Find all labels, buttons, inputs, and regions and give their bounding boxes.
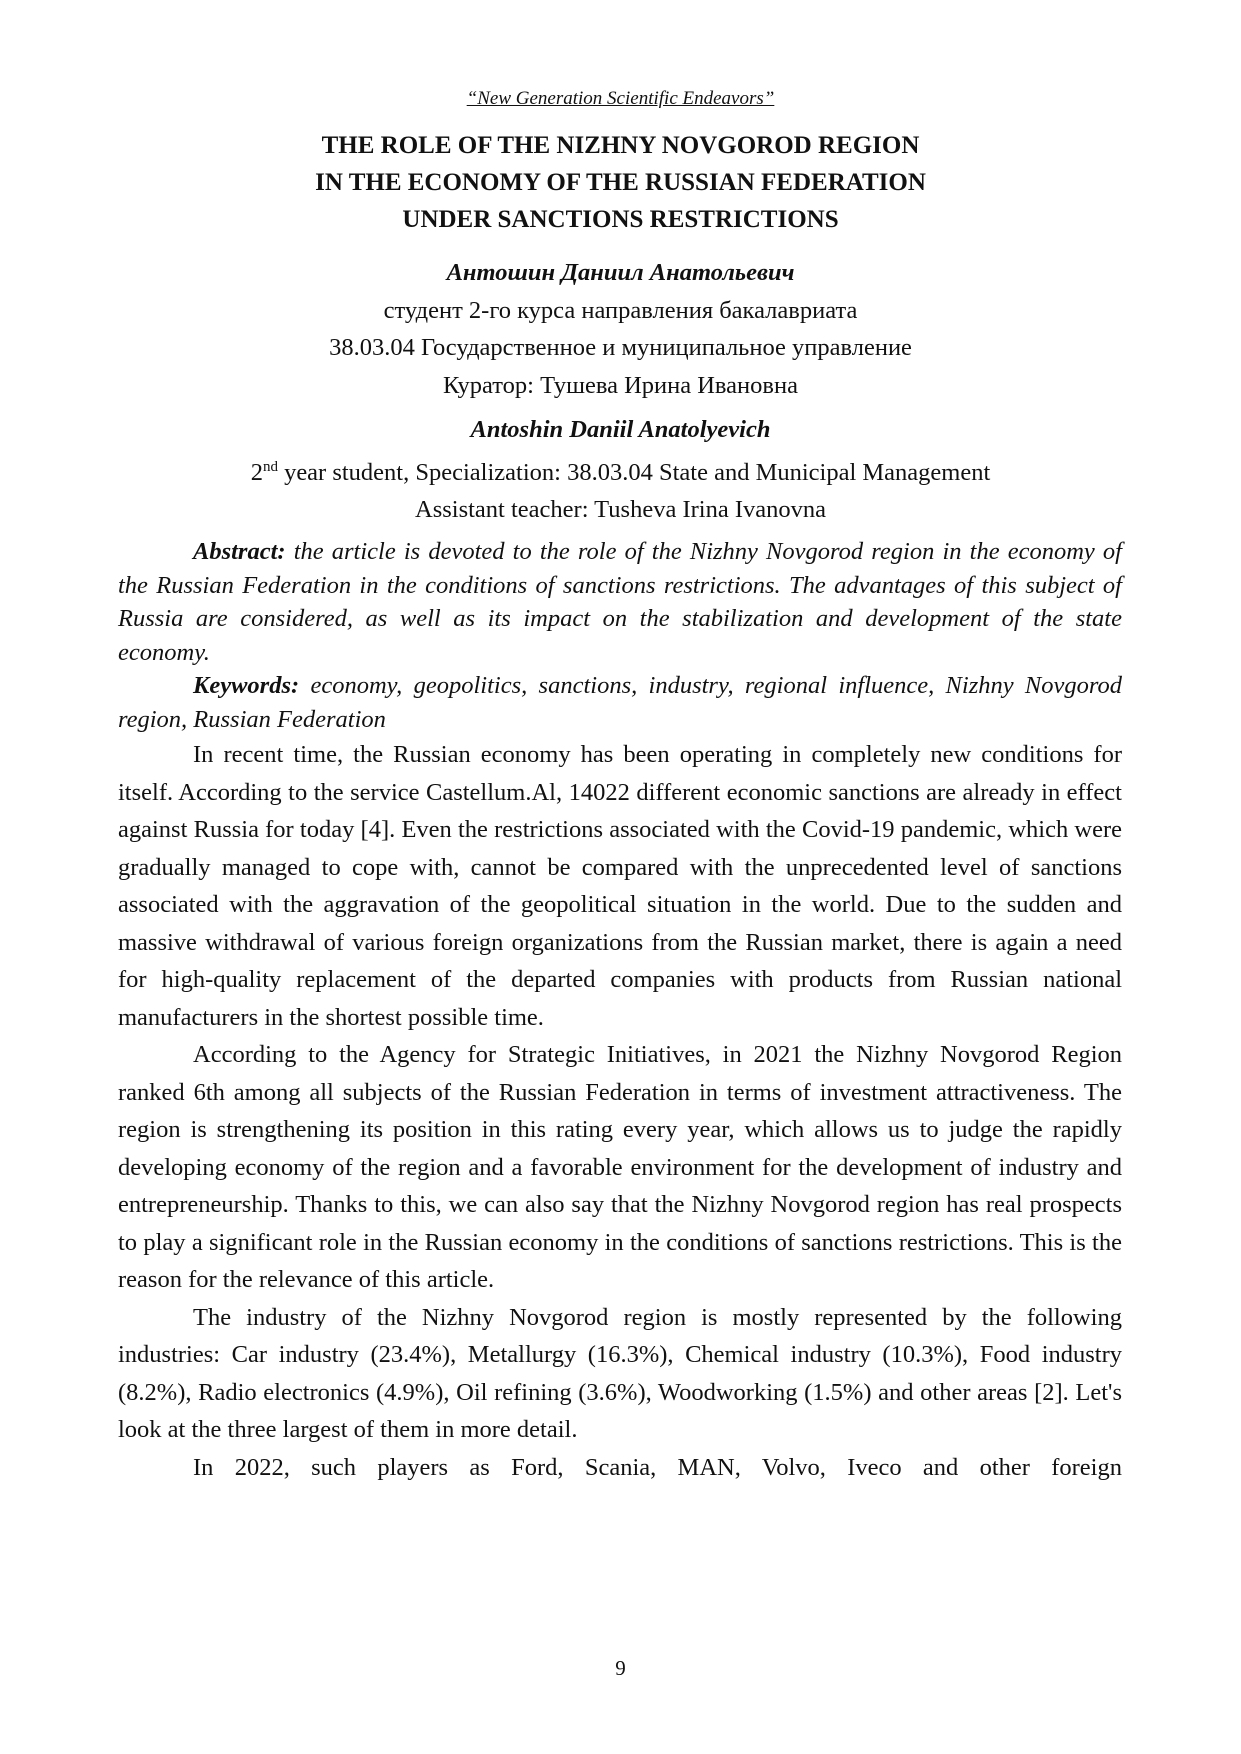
keywords-label: Keywords:: [193, 672, 300, 699]
page-number: 9: [615, 1656, 626, 1680]
author-info-ru: [0, 254, 1241, 404]
author-affiliation-line: 38.03.04 Государственное и муниципальное управление: [329, 334, 912, 361]
author-info-en: [0, 411, 1241, 529]
paragraph: According to the Agency for Strategic Initiatives, in 2021 the Nizhny Novgorod Region ranked 6th among all subjects of the Russian Federation in terms of investment attractiveness. The region is strengthening its position in this rating every year, which allows us to judge the rapidly developing economy of the region and a favorable environment for the development of industry and entrepreneurship. Thanks to this, we can also say that the Nizhny Novgorod region has real prospects to play a significant role in the Russian economy in the conditions of sanctions restrictions. This is the reason for the relevance of this article.: [118, 1041, 1122, 1293]
keywords-text: economy, geopolitics, sanctions, industry, regional influence, Nizhny Novgorod region, Russian Federation: [118, 672, 1122, 733]
author-name-en: Antoshin Daniil Anatolyevich: [470, 416, 771, 443]
running-head: “New Generation Scientific Endeavors”: [466, 88, 775, 109]
author-affiliation-line: студент 2-го курса направления бакалавриата: [383, 296, 858, 324]
year-number: 2: [250, 458, 263, 486]
affiliation-text: year student, Specialization: 38.03.04 State and Municipal Management: [277, 458, 991, 486]
abstract-text: the article is devoted to the role of the Nizhny Novgorod region in the economy of the Russian Federation in the conditions of sanctions restrictions. The advantages of this subject of Russia are considered, as well as its impact on the stabilization and development of the state economy.: [118, 538, 1122, 666]
body-paragraphs: [118, 736, 1122, 1486]
author-name-ru: Антошин Даниил Анатольевич: [446, 259, 795, 286]
keywords: [118, 669, 1122, 736]
article-title: [0, 127, 1241, 238]
title-line: IN THE ECONOMY OF THE RUSSIAN FEDERATION: [315, 169, 926, 196]
year-suffix: nd: [262, 458, 278, 475]
abstract: [118, 535, 1122, 669]
curator-line: Куратор: Тушева Ирина Ивановна: [443, 371, 798, 399]
paragraph: In 2022, such players as Ford, Scania, MAN, Volvo, Iveco and other foreign: [193, 1453, 1122, 1481]
article-body: [118, 535, 1122, 1486]
title-line: THE ROLE OF THE NIZHNY NOVGOROD REGION: [321, 132, 920, 159]
paragraph: In recent time, the Russian economy has been operating in completely new conditions for itself. According to the service Castellum.Al, 14022 different economic sanctions are already in effect against Russia for today [4]. Even the restrictions associated with the Covid-19 pandemic, which were gradually managed to cope with, cannot be compared with the unprecedented level of sanctions associated with the aggravation of the geopolitical situation in the world. Due to the sudden and massive withdrawal of various foreign organizations from the Russian market, there is again a need for high-quality replacement of the departed companies with products from Russian national manufacturers in the shortest possible time.: [118, 741, 1122, 1031]
assistant-teacher-line: Assistant teacher: Tusheva Irina Ivanovna: [415, 496, 826, 524]
author-affiliation-line-en: [0, 449, 1241, 492]
title-line: UNDER SANCTIONS RESTRICTIONS: [402, 206, 839, 233]
abstract-label: Abstract:: [193, 538, 286, 565]
paragraph: The industry of the Nizhny Novgorod region is mostly represented by the following industries: Car industry (23.4%), Metallurgy (16.3%), Chemical industry (10.3%), Food industry (8.2%), Radio electronics (4.9%), Oil refining (3.6%), Woodworking (1.5%) and other areas [2]. Let's look at the three largest of them in more detail.: [118, 1303, 1122, 1443]
